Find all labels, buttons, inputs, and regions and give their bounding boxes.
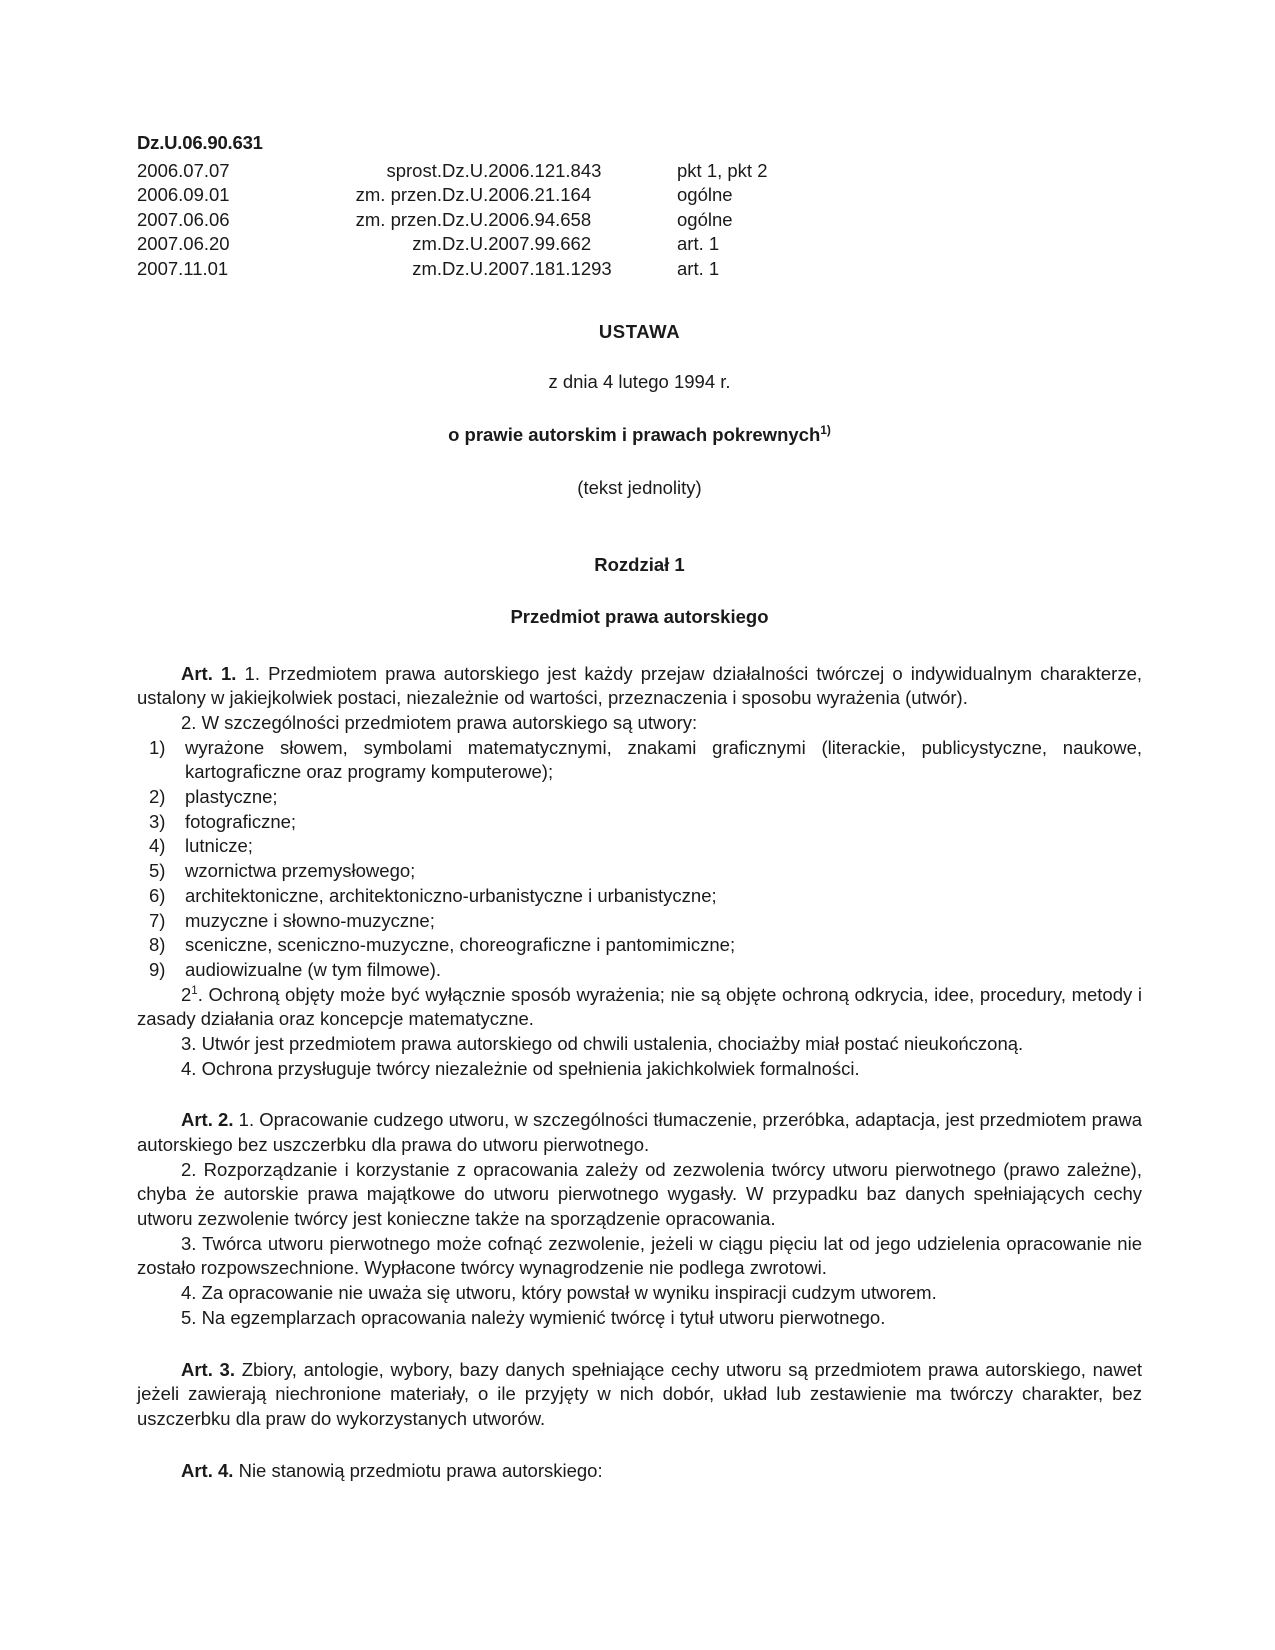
article-2-paragraph-1 (137, 1108, 1142, 1157)
article-2-paragraph-3: 3. Twórca utworu pierwotnego może cofnąć zezwolenie, jeżeli w ciągu pięciu lat od jego udzielenia opracowanie nie zostało rozpowszechnione. Wypłacone twórcy wynagrodzenie nie podlega zwrotowi. (137, 1232, 1142, 1279)
article-3-paragraph-1-text: Zbiory, antologie, wybory, bazy danych spełniające cechy utworu są przedmiotem prawa autorskiego, nawet jeżeli zawierają niechronione materiały, o ile przyjęty w nich dobór, układ lub zestawienie ma twórczy charakter, bez uszczerbku dla praw do wykorzystanych utworów. (137, 1358, 1142, 1429)
list-item-marker: 4) (149, 835, 166, 857)
list-item-text: wzornictwa przemysłowego; (185, 860, 416, 882)
act-word: USTAWA (598, 321, 681, 343)
paragraph-spacer (137, 1432, 1142, 1459)
list-item (137, 810, 1142, 835)
list-item-marker: 5) (149, 860, 166, 882)
list-item (137, 859, 1142, 884)
list-item-marker: 8) (149, 934, 166, 956)
paragraph-spacer (137, 1331, 1142, 1358)
article-2-paragraph-5: 5. Na egzemplarzach opracowania należy wymienić twórcę i tytuł utworu pierwotnego. (181, 1306, 886, 1328)
paragraph-number: 2 (181, 983, 192, 1005)
list-item-marker: 3) (149, 810, 166, 832)
amendment-reference: Dz.U.2006.121.843 (442, 159, 602, 181)
list-item-text: lutnicze; (185, 835, 253, 857)
amendment-reference: Dz.U.2006.21.164 (442, 184, 592, 206)
amendment-kind: zm. przen. (355, 208, 442, 230)
act-subject-title (137, 423, 1142, 446)
list-item (137, 909, 1142, 934)
list-item-marker: 7) (149, 909, 166, 931)
list-item-text: wyrażone słowem, symbolami matematycznymi, znakami graficznymi (literackie, publicystyczne, naukowe, kartograficzne oraz programy komputerowe); (185, 736, 1142, 783)
amendment-kind: zm. (412, 233, 442, 255)
amendment-date: 2007.11.01 (137, 257, 229, 279)
list-item-text: architektoniczne, architektoniczno-urbanistyczne i urbanistyczne; (185, 884, 717, 906)
article-4-paragraph-1-text: Nie stanowią przedmiotu prawa autorskiego: (238, 1459, 603, 1481)
list-item (137, 958, 1142, 983)
act-subject-text: o prawie autorskim i prawach pokrewnych (448, 424, 821, 446)
list-item-text: audiowizualne (w tym filmowe). (185, 958, 442, 980)
table-row (137, 208, 877, 233)
article-1-paragraph-2a (137, 983, 1142, 1032)
amendments-table (137, 159, 877, 282)
list-item (137, 834, 1142, 859)
amendment-scope: ogólne (677, 184, 733, 206)
document-content (137, 134, 1142, 1483)
list-item-text: sceniczne, sceniczno-muzyczne, choreograficzne i pantomimiczne; (185, 934, 736, 956)
article-3-label: Art. 3. (181, 1358, 235, 1380)
article-2-label: Art. 2. (181, 1109, 234, 1131)
amendment-date: 2006.09.01 (137, 184, 230, 206)
amendment-scope: pkt 1, pkt 2 (677, 159, 768, 181)
article-2-paragraph-4: 4. Za opracowanie nie uważa się utworu, który powstał w wyniku inspiracji cudzym utworem. (181, 1282, 937, 1304)
amendment-scope: art. 1 (677, 233, 720, 255)
amendment-date: 2007.06.20 (137, 233, 230, 255)
amendment-kind: zm. (412, 257, 442, 279)
amendment-kind: zm. przen. (355, 184, 442, 206)
paragraph-number: 3 (181, 1032, 192, 1054)
list-item-marker: 9) (149, 958, 166, 980)
list-item-text: fotograficzne; (185, 810, 297, 832)
paragraph-superscript: 1 (191, 984, 198, 997)
list-item (137, 933, 1142, 958)
article-2-paragraph-1-text: 1. Opracowanie cudzego utworu, w szczególności tłumaczenie, przeróbka, adaptacja, jest przedmiotem prawa autorskiego bez uszczerbku dla prawa do utworu pierwotnego. (137, 1109, 1143, 1155)
article-1-enumeration (137, 736, 1142, 983)
amendment-reference: Dz.U.2007.181.1293 (442, 257, 612, 279)
chapter-title: Przedmiot prawa autorskiego (510, 605, 769, 627)
list-item-marker: 2) (149, 786, 166, 808)
article-1-paragraph-2: 2. W szczególności przedmiotem prawa autorskiego są utwory: (181, 712, 698, 733)
act-date-line: z dnia 4 lutego 1994 r. (548, 371, 731, 393)
chapter-number: Rozdział 1 (594, 553, 685, 575)
article-3-paragraph-1 (137, 1358, 1142, 1432)
amendment-date: 2007.06.06 (137, 208, 230, 230)
consolidated-note: (tekst jednolity) (577, 476, 702, 498)
article-1-paragraph-4 (137, 1057, 1142, 1082)
list-item (137, 736, 1142, 785)
paragraph-number: 4 (181, 1057, 192, 1079)
amendment-reference: Dz.U.2007.99.662 (442, 233, 592, 255)
table-row (137, 183, 877, 208)
document-body (137, 662, 1142, 1484)
list-item (137, 884, 1142, 909)
table-row (137, 232, 877, 257)
article-4-label: Art. 4. (181, 1459, 234, 1481)
article-1-paragraph-1-text: 1. Przedmiotem prawa autorskiego jest każdy przejaw działalności twórczej o indywidualnym charakterze, ustalony w jakiejkolwiek postaci, niezależnie od wartości, przeznaczenia i sposobu wyrażenia (utwór). (137, 662, 1142, 709)
list-item-text: plastyczne; (185, 786, 278, 808)
list-item-text: muzyczne i słowno-muzyczne; (185, 909, 435, 931)
amendment-reference: Dz.U.2006.94.658 (442, 208, 592, 230)
amendment-kind: sprost. (386, 159, 442, 181)
list-item-marker: 1) (149, 736, 166, 758)
article-1-paragraph-2a-text: . Ochroną objęty może być wyłącznie sposób wyrażenia; nie są objęte ochroną odkrycia, idee, procedury, metody i zasady działania oraz koncepcje matematyczne. (137, 983, 1142, 1030)
article-1-label: Art. 1. (181, 662, 237, 684)
list-item (137, 785, 1142, 810)
article-1-paragraph-4-text: . Ochrona przysługuje twórcy niezależnie od spełnienia jakichkolwiek formalności. (191, 1057, 860, 1079)
journal-id: Dz.U.06.90.631 (137, 132, 263, 153)
amendment-scope: art. 1 (677, 257, 720, 279)
article-2-paragraph-2: 2. Rozporządzanie i korzystanie z opracowania zależy od zezwolenia twórcy utworu pierwotnego (prawo zależne), chyba że autorskie prawa majątkowe do utworu pierwotnego wygasły. W przypadku baz danych spełniających cechy utworu zezwolenie twórcy jest konieczne także na sporządzenie opracowania. (137, 1158, 1142, 1230)
article-1-paragraph-3 (137, 1032, 1142, 1057)
amendment-date: 2006.07.07 (137, 159, 230, 181)
table-row (137, 257, 877, 282)
article-1-paragraph-1 (137, 662, 1142, 711)
list-item-marker: 6) (149, 884, 166, 906)
footnote-marker: 1) (820, 423, 831, 438)
paragraph-spacer (137, 1081, 1142, 1108)
table-row (137, 159, 877, 184)
amendment-scope: ogólne (677, 208, 733, 230)
article-4-paragraph-1 (137, 1459, 1142, 1484)
article-1-paragraph-3-text: . Utwór jest przedmiotem prawa autorskiego od chwili ustalenia, chociażby miał postać nieukończoną. (191, 1032, 1024, 1054)
